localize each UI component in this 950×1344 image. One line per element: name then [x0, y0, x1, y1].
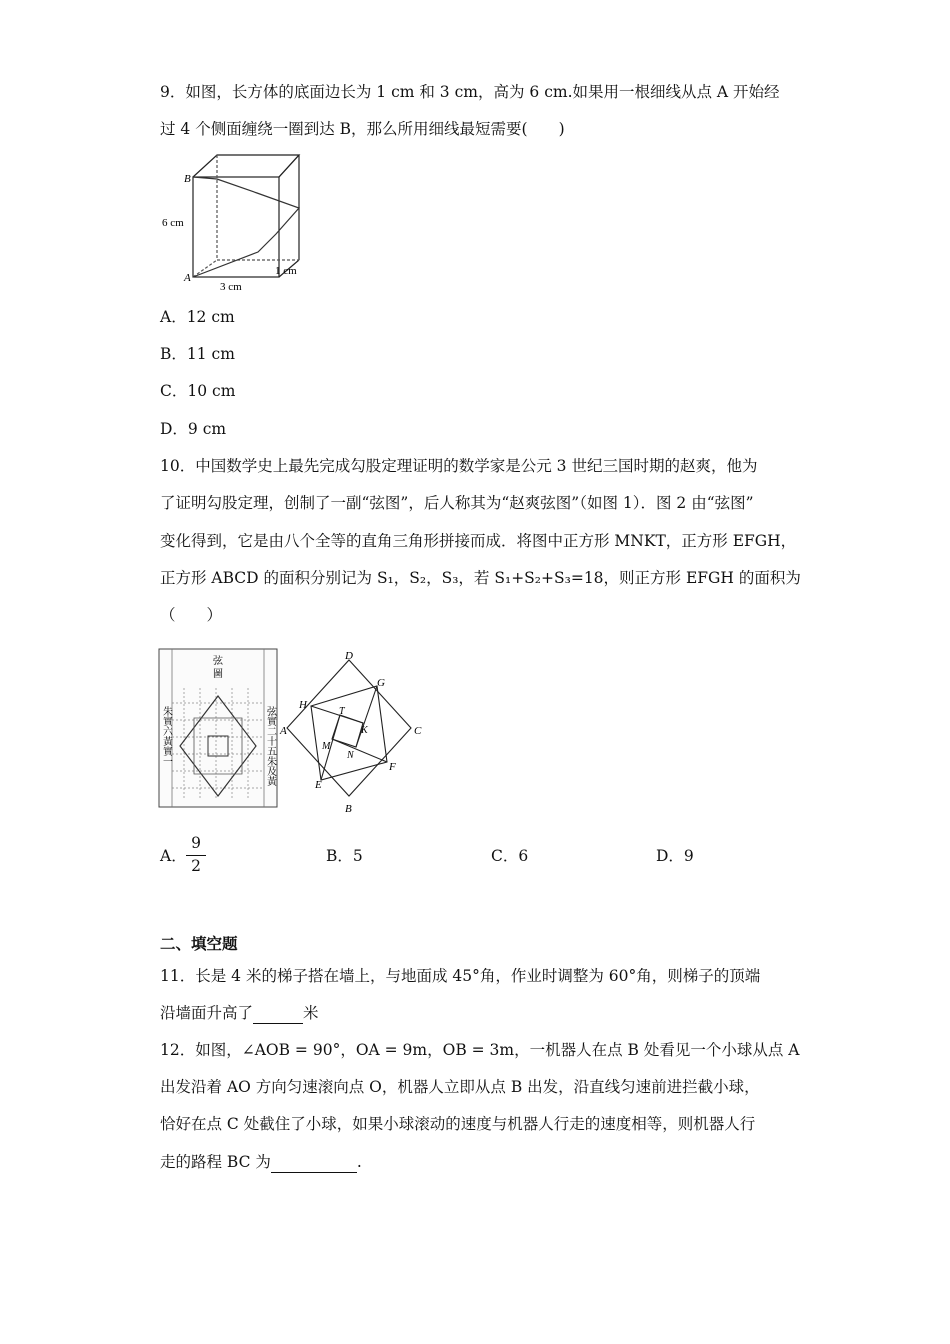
fig2-label-c: C	[414, 725, 422, 737]
q10-option-c: C．6	[491, 847, 529, 865]
label-b: B	[184, 173, 191, 185]
q12-line-4-text: 走的路程 BC 为	[160, 1153, 271, 1171]
q9-option-a: A．12 cm	[160, 308, 235, 326]
chord-diagram-figure	[158, 648, 278, 808]
label-height: 6 cm	[162, 217, 184, 229]
figure1-left-text: 朱實六黃實一	[160, 706, 172, 766]
fig2-label-n: N	[347, 750, 354, 761]
figure1-title-1: 弦	[213, 656, 223, 667]
q10-line-2: 了证明勾股定理，创制了一副“弦图”，后人称其为“赵爽弦图”（如图 1）．图 2 由“弦图”	[160, 494, 754, 512]
q11-answer-blank[interactable]	[253, 1003, 303, 1024]
q10-line-3: 变化得到，它是由八个全等的直角三角形拼接而成．将图中正方形 MNKT，正方形 EFGH，	[160, 532, 797, 550]
fig2-label-e: E	[315, 779, 322, 791]
q9-line-2: 过 4 个侧面缠绕一圈到达 B，那么所用细线最短需要( )	[160, 120, 565, 138]
section-title: 二、填空题	[160, 934, 238, 953]
q9-option-b: B．11 cm	[160, 345, 235, 363]
q12-line-3: 恰好在点 C 处截住了小球，如果小球滚动的速度与机器人行走的速度相等，则机器人行	[160, 1115, 756, 1133]
q10-option-a-fraction	[186, 834, 206, 877]
q10-option-d: D．9	[656, 847, 694, 865]
fig2-label-k: K	[361, 725, 368, 736]
fig2-label-a: A	[280, 725, 287, 737]
fraction-numerator: 9	[191, 834, 201, 852]
label-a: A	[184, 272, 191, 284]
q12-line-2: 出发沿着 AO 方向匀速滚向点 O，机器人立即从点 B 出发，沿直线匀速前进拦截小球，	[160, 1078, 760, 1096]
q11-line-1: 11．长是 4 米的梯子搭在墙上，与地面成 45°角，作业时调整为 60°角，则梯子的顶端	[160, 967, 761, 985]
fraction-denominator: 2	[191, 857, 201, 875]
q12-answer-blank[interactable]	[271, 1152, 357, 1173]
fig2-label-b: B	[345, 803, 352, 815]
q10-option-b: B．5	[326, 847, 363, 865]
fig2-label-m: M	[322, 741, 331, 752]
eight-triangles-figure	[282, 648, 432, 818]
label-depth: 1 cm	[275, 265, 297, 277]
q10-line-4: 正方形 ABCD 的面积分别记为 S₁，S₂，S₃，若 S₁+S₂+S₃=18，则正方形 EFGH 的面积为	[160, 569, 801, 587]
q12-line-1: 12．如图，∠AOB = 90°，OA = 9m，OB = 3m，一机器人在点 B 处看见一个小球从点 A	[160, 1041, 800, 1059]
q11-line-2	[160, 1003, 800, 1024]
q11-line-2-text: 沿墙面升高了	[160, 1004, 254, 1022]
fig2-label-h: H	[299, 699, 307, 711]
fig2-label-t: T	[339, 706, 345, 717]
fig2-label-f: F	[389, 761, 396, 773]
fig2-label-d: D	[345, 650, 353, 662]
figure1-right-text: 弦實二十五朱及黃	[264, 706, 276, 786]
q10-option-a-prefix: A．	[160, 847, 187, 865]
q9-option-d: D．9 cm	[160, 420, 227, 438]
q11-unit: 米	[303, 1004, 319, 1022]
cuboid-figure	[160, 150, 300, 292]
figure1-title-2: 圖	[213, 669, 223, 680]
q10-line-1: 10．中国数学史上最先完成勾股定理证明的数学家是公元 3 世纪三国时期的赵爽，他为	[160, 457, 758, 475]
fraction-bar	[186, 855, 206, 856]
label-width: 3 cm	[220, 281, 242, 293]
q10-line-5: （ ）	[160, 606, 223, 624]
fig2-label-g: G	[377, 677, 385, 689]
q9-option-c: C．10 cm	[160, 382, 236, 400]
q12-line-4	[160, 1152, 800, 1173]
q9-line-1: 9．如图，长方体的底面边长为 1 cm 和 3 cm，高为 6 cm.如果用一根细线从点 A 开始经	[160, 83, 780, 101]
q12-period: .	[356, 1153, 362, 1171]
